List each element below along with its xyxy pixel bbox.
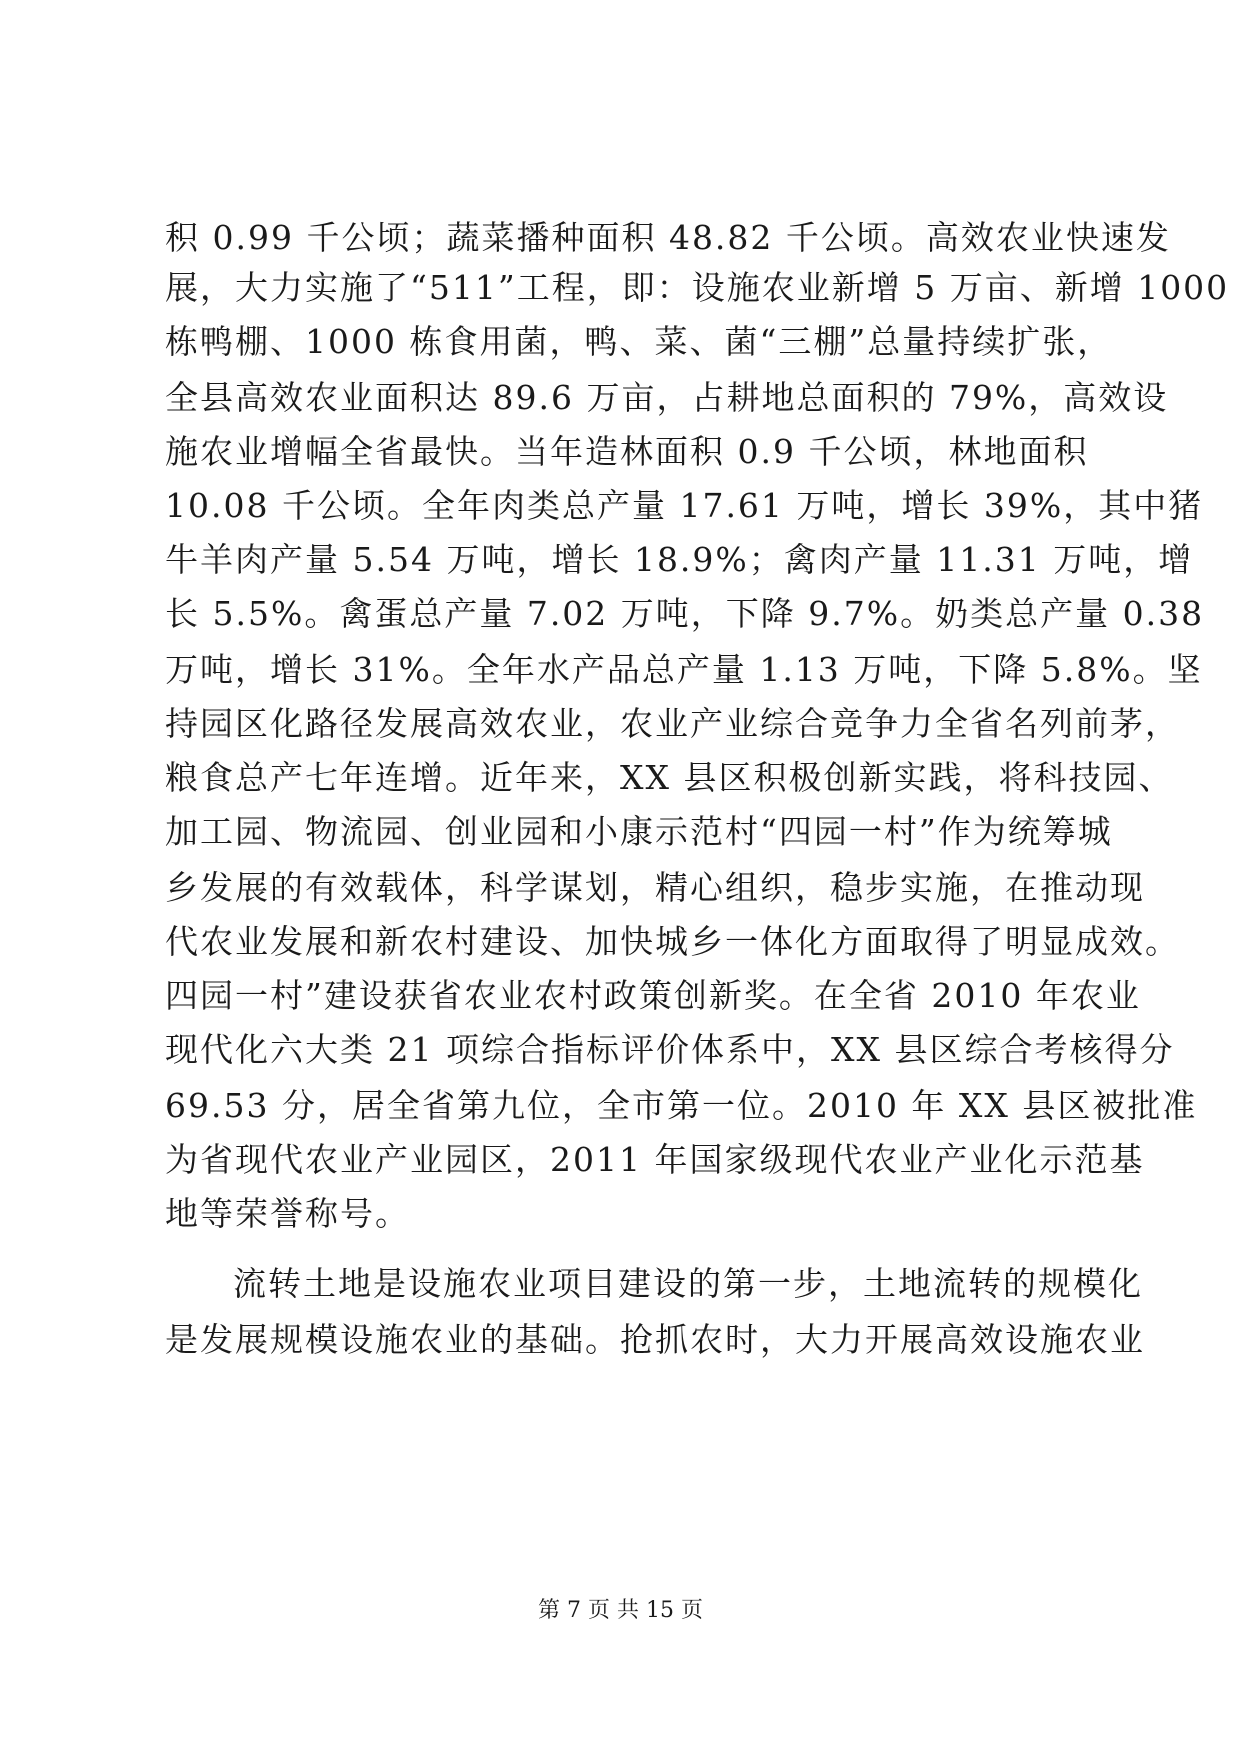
text-line-17: 69.53 分，居全省第九位，全市第一位。2010 年 XX 县区被批准: [165, 1086, 1198, 1125]
text-line-2: 展，大力实施了“511”工程，即：设施农业新增 5 万亩、新增 1000: [165, 268, 1230, 307]
text-line-18: 为省现代农业产业园区，2011 年国家级现代农业产业化示范基: [165, 1140, 1145, 1179]
text-line-20: 流转土地是设施农业项目建设的第一步，土地流转的规模化: [233, 1264, 1143, 1303]
text-line-19: 地等荣誉称号。: [165, 1194, 410, 1233]
text-line-11: 粮食总产七年连增。近年来，XX 县区积极创新实践，将科技园、: [165, 758, 1174, 797]
text-line-9: 万吨，增长 31%。全年水产品总产量 1.13 万吨，下降 5.8%。坚: [165, 650, 1203, 689]
text-line-8: 长 5.5%。禽蛋总产量 7.02 万吨，下降 9.7%。奶类总产量 0.38: [165, 594, 1205, 633]
page-number: 第 7 页 共 15 页: [538, 1598, 703, 1623]
text-line-14: 代农业发展和新农村建设、加快城乡一体化方面取得了明显成效。: [165, 922, 1180, 961]
text-line-21: 是发展规模设施农业的基础。抢抓农时，大力开展高效设施农业: [165, 1320, 1145, 1359]
text-line-15: 四园一村”建设获省农业农村政策创新奖。在全省 2010 年农业: [165, 976, 1141, 1015]
text-line-3: 栋鸭棚、1000 栋食用菌，鸭、菜、菌“三棚”总量持续扩张，: [165, 322, 1113, 361]
text-line-7: 牛羊肉产量 5.54 万吨，增长 18.9%；禽肉产量 11.31 万吨，增: [165, 540, 1194, 579]
text-line-12: 加工园、物流园、创业园和小康示范村“四园一村”作为统筹城: [165, 812, 1113, 851]
text-line-1: 积 0.99 千公顷；蔬菜播种面积 48.82 千公顷。高效农业快速发: [165, 218, 1171, 257]
text-line-5: 施农业增幅全省最快。当年造林面积 0.9 千公顷，林地面积: [165, 432, 1089, 471]
text-line-13: 乡发展的有效载体，科学谋划，精心组织，稳步实施，在推动现: [165, 868, 1145, 907]
text-line-6: 10.08 千公顷。全年肉类总产量 17.61 万吨，增长 39%，其中猪: [165, 486, 1204, 525]
text-line-10: 持园区化路径发展高效农业，农业产业综合竞争力全省名列前茅，: [165, 704, 1180, 743]
text-line-4: 全县高效农业面积达 89.6 万亩，占耕地总面积的 79%，高效设: [165, 378, 1169, 417]
text-line-16: 现代化六大类 21 项综合指标评价体系中，XX 县区综合考核得分: [165, 1030, 1175, 1069]
